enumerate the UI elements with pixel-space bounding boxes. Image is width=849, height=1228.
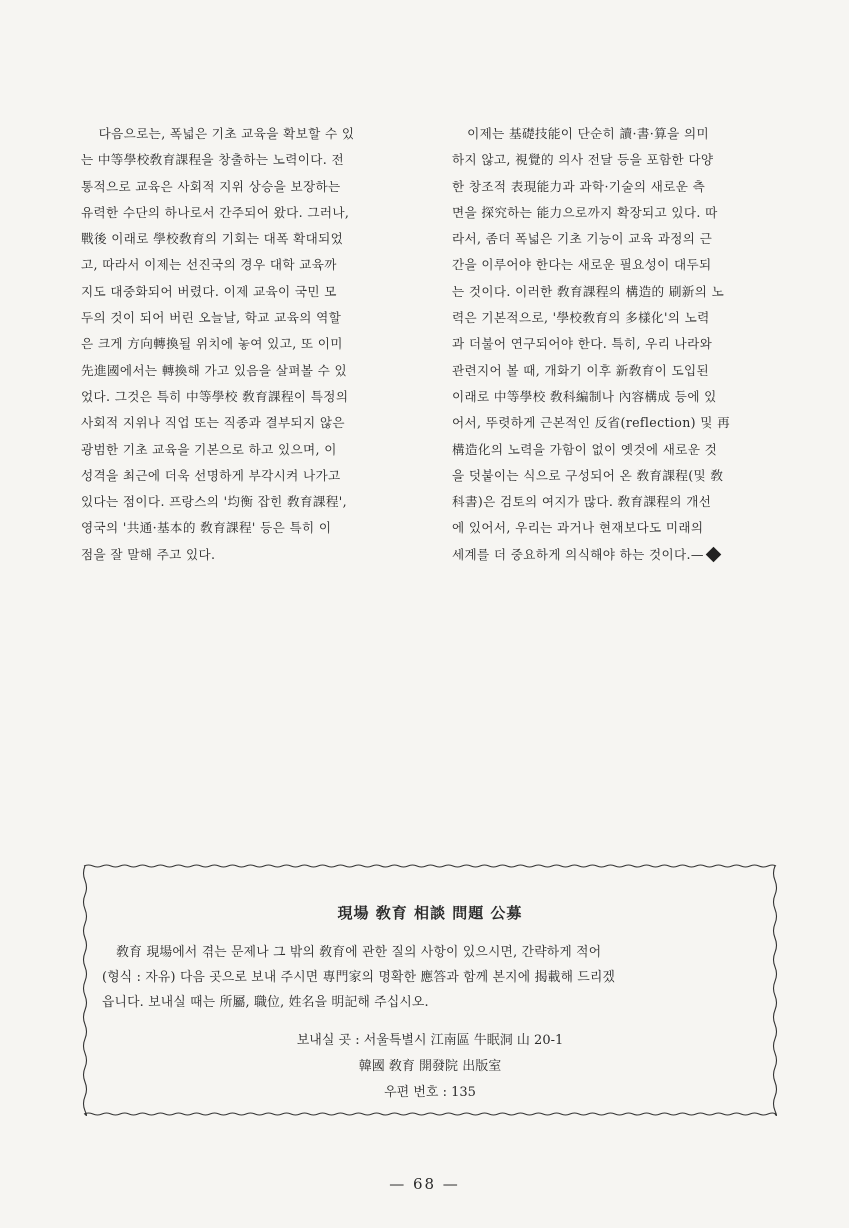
- text-line: 있다는 점이다. 프랑스의 '均衡 잡힌 敎育課程',: [81, 494, 347, 510]
- text-line: 력은 기본적으로, '學校敎育의 多樣化'의 노력: [452, 310, 710, 326]
- text-line: 지도 대중화되어 버렸다. 이제 교육이 국민 모: [81, 283, 337, 299]
- address-line: 보내실 곳 : 서울특별시 江南區 牛眠洞 山 20-1: [296, 1033, 564, 1048]
- notice-line: 敎育 現場에서 겪는 문제나 그 밖의 敎育에 관한 질의 사항이 있으시면, 간략하게 적어: [116, 945, 602, 960]
- text-line: 간을 이루어야 한다는 새로운 필요성이 대두되: [452, 257, 712, 273]
- text-line: 는 것이다. 이러한 敎育課程의 構造的 刷新의 노: [452, 283, 725, 299]
- text-line: 先進國에서는 轉換해 가고 있음을 살펴볼 수 있: [81, 362, 348, 378]
- text-line: 두의 것이 되어 버린 오늘날, 학교 교육의 역할: [81, 310, 342, 326]
- page-number: — 68 —: [389, 1175, 460, 1193]
- text-line: 을 덧붙이는 식으로 구성되어 온 敎育課程(및 敎: [452, 467, 724, 483]
- text-line: 었다. 그것은 특히 中等學校 敎育課程이 특정의: [81, 388, 349, 404]
- left-column: [81, 121, 421, 568]
- text-line: 유력한 수단의 하나로서 간주되어 왔다. 그러나,: [81, 204, 350, 220]
- text-line: 광범한 기초 교육을 기본으로 하고 있으며, 이: [81, 441, 337, 457]
- text-line: 어서, 뚜렷하게 근본적인 反省(reflection) 및 再: [452, 415, 731, 431]
- text-line: 이제는 基礎技能이 단순히 讀·書·算을 의미: [467, 126, 709, 141]
- notice-line: (형식 : 자유) 다음 곳으로 보내 주시면 專門家의 명확한 應答과 함께 본지에 揭載해 드리겠: [102, 970, 616, 985]
- text-line: 다음으로는, 폭넓은 기초 교육을 확보할 수 있: [98, 126, 355, 141]
- text-line: 관련지어 볼 때, 개화기 이후 新敎育이 도입된: [452, 362, 710, 378]
- text-line: 이래로 中等學校 敎科編制나 內容構成 등에 있: [452, 388, 717, 404]
- text-line: 는 中等學校敎育課程을 창출하는 노력이다. 전: [81, 152, 344, 168]
- text-line: 戰後 이래로 學校敎育의 기회는 대폭 확대되었: [81, 231, 344, 247]
- end-mark-icon: [706, 546, 722, 562]
- text-line: 에 있어서, 우리는 과거나 현재보다도 미래의: [452, 520, 704, 536]
- text-line: 사회적 지위나 직업 또는 직종과 결부되지 않은: [81, 415, 345, 431]
- text-line-content: 세계를 더 중요하게 의식해야 하는 것이다.—: [452, 546, 704, 562]
- address-dept: 韓國 敎育 開發院 出版室: [358, 1059, 502, 1074]
- text-line: 성격을 최근에 더욱 선명하게 부각시켜 나가고: [81, 467, 341, 483]
- text-line: 과 더불어 연구되어야 한다. 특히, 우리 나라와: [452, 336, 713, 352]
- text-line: 면을 探究하는 能力으로까지 확장되고 있다. 따: [452, 204, 718, 220]
- notice-box: [80, 862, 780, 1118]
- text-line: 하지 않고, 視覺的 의사 전달 등을 포함한 다양: [452, 152, 714, 168]
- notice-line: 읍니다. 보내실 때는 所屬, 職位, 姓名을 明記해 주십시오.: [102, 995, 429, 1010]
- text-line: 고, 따라서 이제는 선진국의 경우 대학 교육까: [81, 257, 337, 273]
- text-line: 라서, 좀더 폭넓은 기초 기능이 교육 과정의 근: [452, 231, 713, 247]
- text-line: 영국의 '共通·基本的 敎育課程' 등은 특히 이: [81, 520, 332, 536]
- text-line: 한 창조적 表現能力과 과학·기술의 새로운 측: [452, 178, 706, 194]
- notice-body: [102, 940, 766, 1015]
- text-line: 통적으로 교육은 사회적 지위 상승을 보장하는: [81, 178, 341, 194]
- postal-code: 우편 번호 : 135: [384, 1085, 476, 1100]
- right-column: [452, 121, 790, 568]
- text-line: 은 크게 方向轉換될 위치에 놓여 있고, 또 이미: [81, 336, 343, 352]
- text-line: 점을 잘 말해 주고 있다.: [81, 546, 216, 562]
- text-line: 構造化의 노력을 가함이 없이 옛것에 새로운 것: [452, 441, 718, 457]
- text-line: 科書)은 검토의 여지가 많다. 敎育課程의 개선: [452, 494, 712, 510]
- last-text-line: [452, 542, 790, 568]
- notice-title: 現場 敎育 相談 問題 公募: [337, 904, 523, 922]
